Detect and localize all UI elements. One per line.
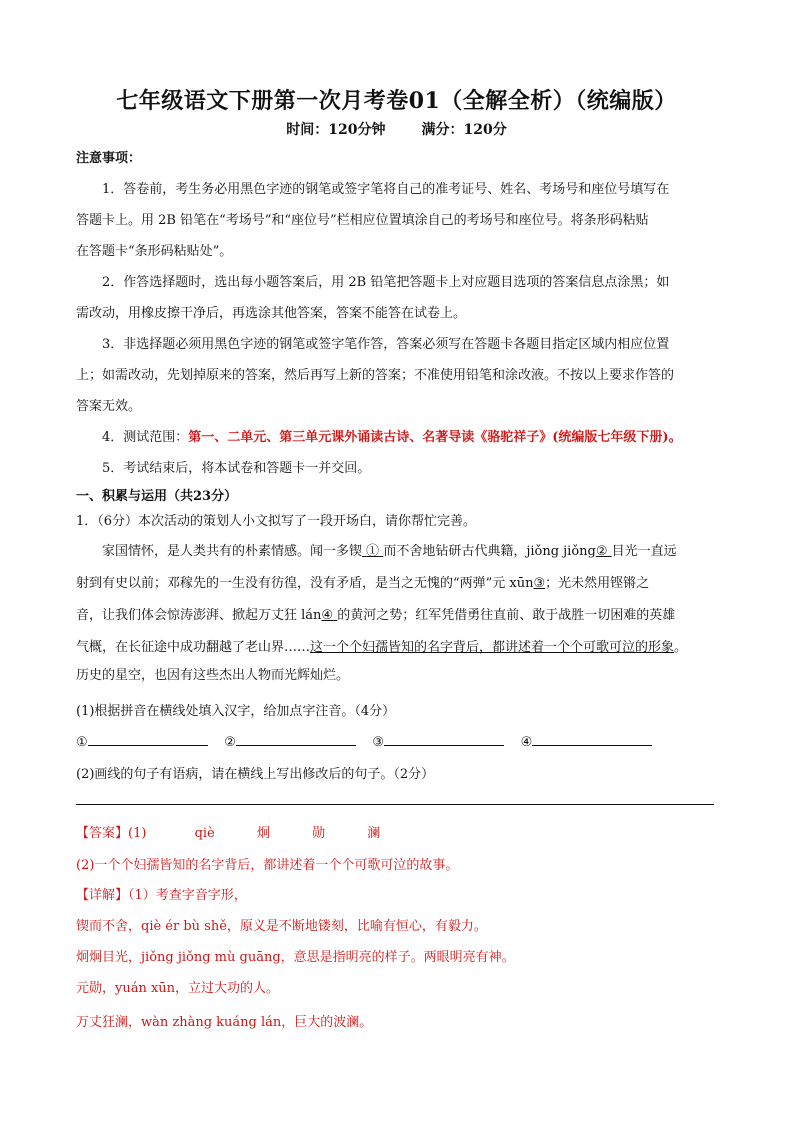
blank-1: ① <box>366 544 380 559</box>
detail-heading: 【详解】（1）考查字音字形， <box>76 888 247 903</box>
answer-blank-4[interactable] <box>532 733 652 746</box>
scope-prefix: 4．测试范围： <box>102 430 189 445</box>
full-score: 满分：120分 <box>421 122 507 138</box>
blank-3: ③ <box>533 576 546 591</box>
sub-question-1: (1)根据拼音在横线处填入汉字，给加点字注音。（4分） <box>76 704 396 719</box>
question-stem: 1．（6分）本次活动的策划人小文拟写了一段开场白，请你帮忙完善。 <box>76 514 477 529</box>
answer-item: qiè <box>194 826 215 841</box>
notice-heading: 注意事项： <box>76 151 142 166</box>
passage-line: 家国情怀，是人类共有的朴素情感。闻一多锲 ① 而不舍地钻研古代典籍，jiǒng jiǒng② 目光一直远 <box>102 544 677 559</box>
underlined-sentence: 这一个个妇孺皆知的名字背后，都讲述着一个个可歌可泣的形象 <box>310 640 675 655</box>
answer-item: 勋 <box>312 826 326 841</box>
page-title: 七年级语文下册第一次月考卷01（全解全析）（统编版） <box>116 88 677 114</box>
exam-info <box>0 119 793 139</box>
answer-blanks: ① ② ③ ④ <box>76 733 721 750</box>
answer-2: (2)一个个妇孺皆知的名字背后，都讲述着一个个可歌可泣的故事。 <box>76 858 459 873</box>
notice-line: 2．作答选择题时，选出每小题答案后，用 2B 铅笔把答题卡上对应题目选项的答案信息点涂黑；如 <box>102 275 670 290</box>
notice-line: 1．答卷前，考生务必用黑色字迹的钢笔或签字笔将自己的准考证号、姓名、考场号和座位号填写在 <box>102 182 670 197</box>
passage-line: 气概，在长征途中成功翻越了老山界……这一个个妇孺皆知的名字背后，都讲述着一个个可歌可泣的形象。 <box>76 640 688 655</box>
notice-line: 3．非选择题必须用黑色字迹的钢笔或签字笔作答，答案必须写在答题卡各题目指定区域内相应位置 <box>102 337 670 352</box>
answer-blank-3[interactable] <box>384 733 504 746</box>
sub-question-2: (2)画线的句子有语病，请在横线上写出修改后的句子。（2分） <box>76 767 435 782</box>
passage-line: 音，让我们体会惊涛澎湃、掀起万丈狂 lán④ 的黄河之势；红军凭借勇往直前、敢于战胜一切困难的英雄 <box>76 608 676 623</box>
notice-line: 答案无效。 <box>76 399 142 414</box>
detail-line: 锲而不舍，qiè ér bù shě，原义是不断地镂刻，比喻有恒心，有毅力。 <box>76 919 487 934</box>
notice-line: 答题卡上。用 2B 铅笔在“考场号”和“座位号”栏相应位置填涂自己的考场号和座位号。将条形码粘贴 <box>76 213 649 228</box>
time-limit: 时间：120分钟 <box>286 122 386 138</box>
passage-line: 射到有史以前；邓稼先的一生没有彷徨，没有矛盾，是当之无愧的“两弹”元 xūn③；光未然用铿锵之 <box>76 576 650 591</box>
answer-row: 【答案】(1) qiè 炯 勋 澜 <box>76 826 381 841</box>
notice-line: 在答题卡“条形码粘贴处”。 <box>76 244 233 259</box>
section-heading: 一、积累与运用（共23分） <box>76 489 238 504</box>
passage-line: 历史的星空，也因有这些杰出人物而光辉灿烂。 <box>76 668 350 683</box>
blank-4: ④ <box>321 608 334 623</box>
answer-line[interactable] <box>76 804 714 805</box>
notice-line: 5．考试结束后，将本试卷和答题卡一并交回。 <box>102 461 371 476</box>
answer-item: 澜 <box>367 826 381 841</box>
answer-blank-2[interactable] <box>236 733 356 746</box>
scope-content: 第一、二单元、第三单元课外诵读古诗、名著导读《骆驼祥子》(统编版七年级下册)。 <box>188 430 682 445</box>
answer-item: 炯 <box>256 826 270 841</box>
detail-line: 万丈狂澜，wàn zhàng kuáng lán，巨大的波澜。 <box>76 1015 373 1030</box>
detail-line: 元勋，yuán xūn，立过大功的人。 <box>76 981 280 996</box>
detail-line: 炯炯目光，jiǒng jiǒng mù guāng，意思是指明亮的样子。两眼明亮有神。 <box>76 950 515 965</box>
notice-line: 需改动，用橡皮擦干净后，再选涂其他答案，答案不能答在试卷上。 <box>76 306 467 321</box>
notice-line: 上；如需改动，先划掉原来的答案，然后再写上新的答案；不准使用铅笔和涂改液。不按以上要求作答的 <box>76 368 675 383</box>
blank-2: ② <box>595 544 608 559</box>
notice-scope <box>76 426 747 445</box>
answer-blank-1[interactable] <box>88 733 208 746</box>
